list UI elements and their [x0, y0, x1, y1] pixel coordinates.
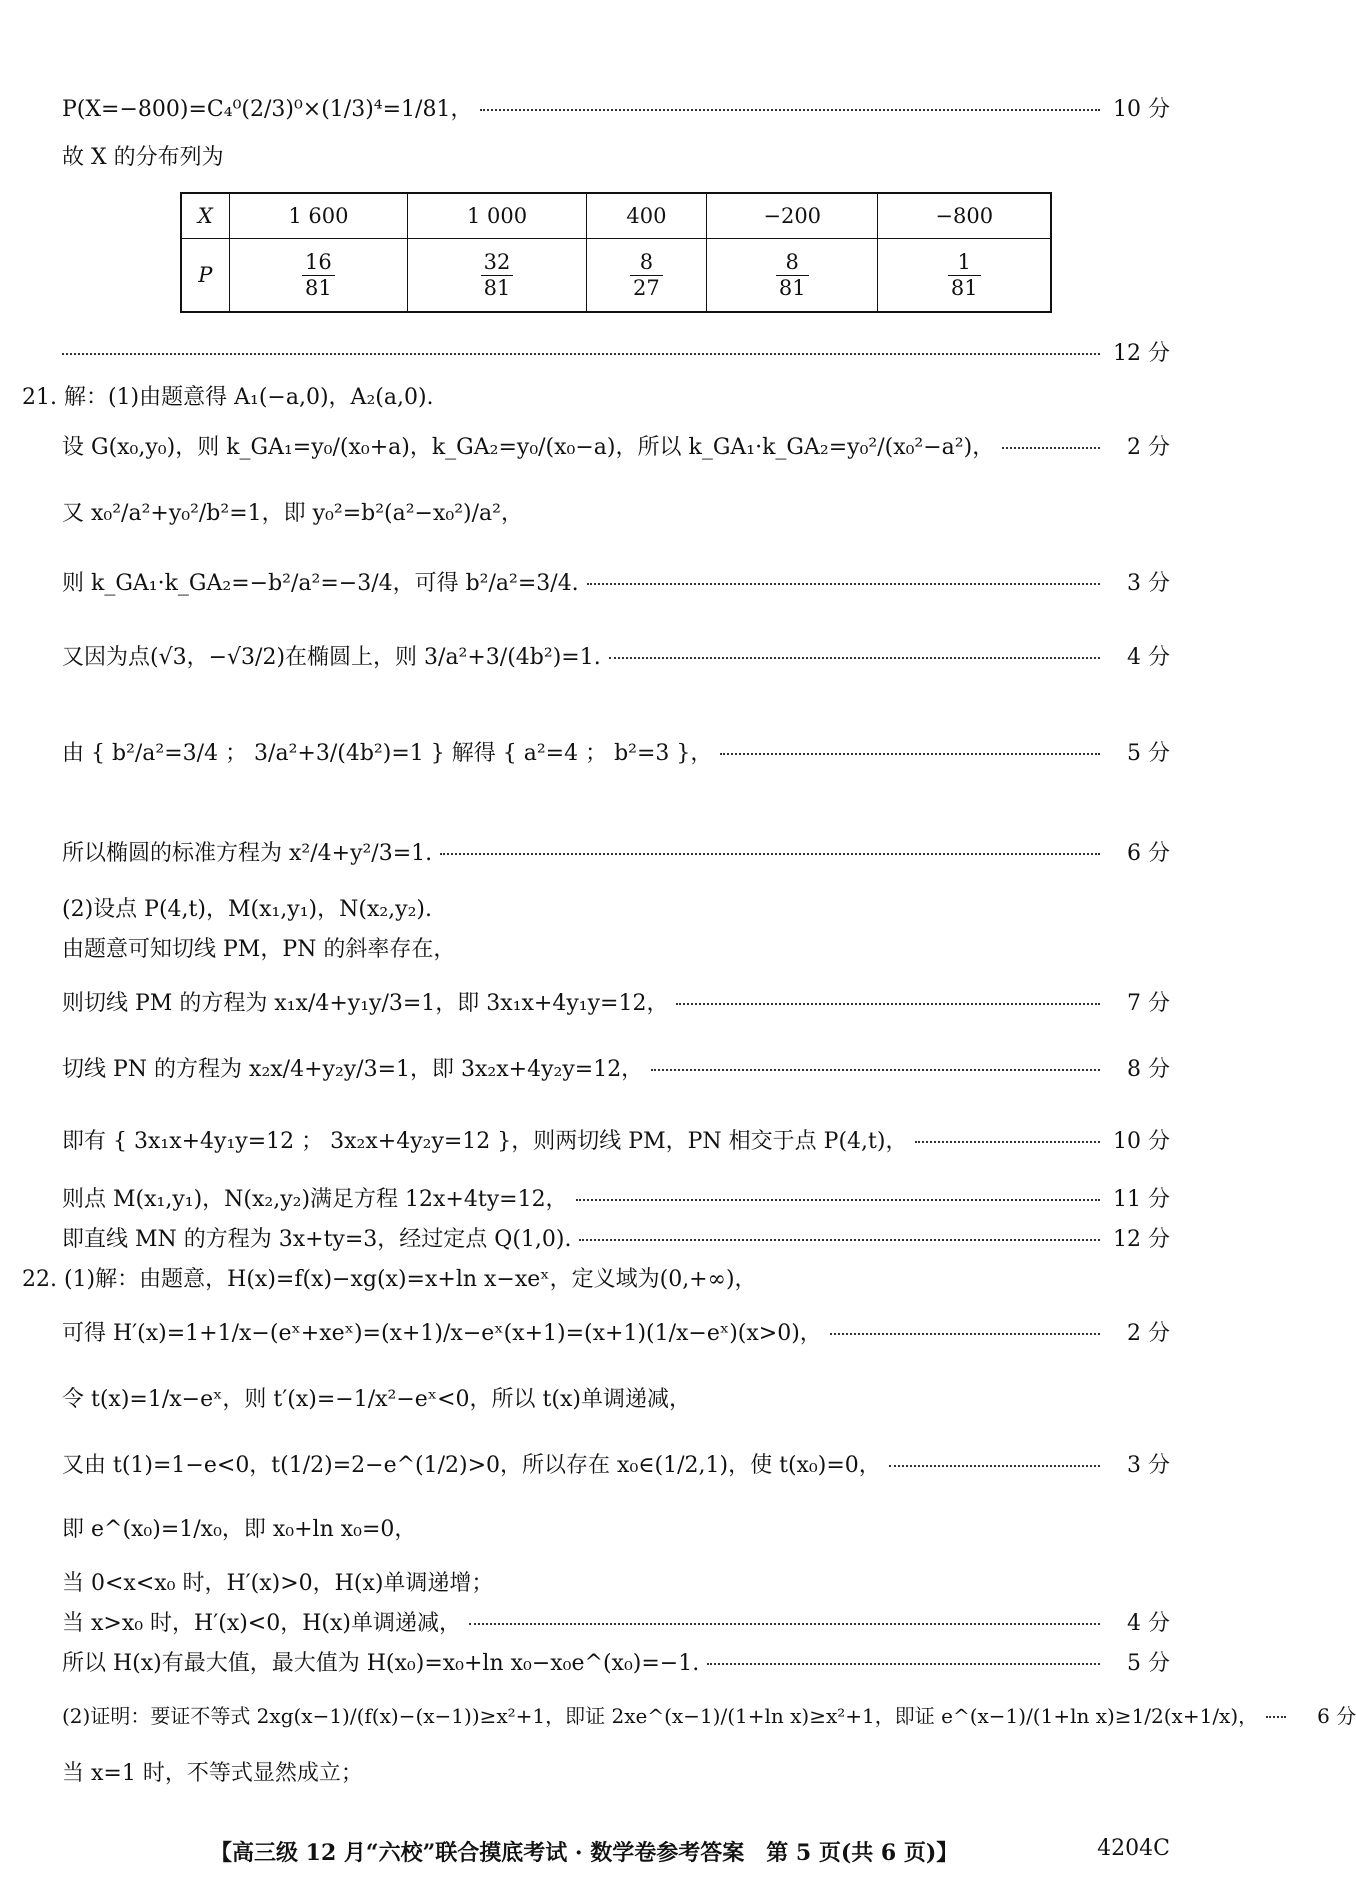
dot-leader	[676, 1003, 1100, 1005]
line-text: 由题意可知切线 PM，PN 的斜率存在，	[62, 937, 456, 962]
line-6	[62, 496, 1170, 527]
line-text: 故 X 的分布列为	[62, 145, 224, 170]
line-1	[62, 92, 1170, 123]
line-16	[62, 1182, 1170, 1213]
score-label: 5 分	[1127, 741, 1170, 766]
question-22-heading	[22, 1262, 1170, 1293]
line-text: 22. (1)解：由题意，H(x)=f(x)−xg(x)=x+ln x−xeˣ，定义域为(0,+∞)，	[22, 1267, 757, 1292]
line-13	[62, 986, 1170, 1017]
score-label: 12 分	[1113, 341, 1170, 366]
table-cell	[878, 239, 1051, 313]
dot-leader	[830, 1333, 1100, 1335]
line-2	[62, 140, 1170, 171]
footer-title: 【高三级 12 月“六校”联合摸底考试 · 数学卷参考答案 第 5 页(共 6 页)】	[210, 1840, 959, 1866]
table-cell: P	[181, 239, 229, 313]
score-label: 3 分	[1127, 571, 1170, 596]
line-10	[62, 836, 1170, 867]
table-row	[181, 239, 1051, 313]
table-cell	[229, 239, 408, 313]
dot-leader	[440, 853, 1100, 855]
fraction: $\frac{1}{81}$	[948, 250, 981, 299]
score-label: 3 分	[1127, 1453, 1170, 1478]
line-20	[62, 1382, 1170, 1413]
score-label: 6 分	[1317, 1704, 1356, 1728]
line-7	[62, 566, 1170, 597]
score-label: 5 分	[1127, 1651, 1170, 1676]
line-17	[62, 1222, 1170, 1253]
dot-leader	[707, 1663, 1100, 1665]
line-text: 则点 M(x₁,y₁)，N(x₂,y₂)满足方程 12x+4ty=12，	[62, 1187, 568, 1212]
dot-leader	[889, 1465, 1100, 1467]
line-5	[62, 430, 1170, 461]
table-cell	[706, 239, 878, 313]
dot-leader	[579, 1239, 1100, 1241]
line-21	[62, 1448, 1170, 1479]
line-text: 由 { b²/a²=3/4 ； 3/a²+3/(4b²)=1 } 解得 { a²=4 ； b²=3 }，	[62, 741, 713, 766]
line-text: 即直线 MN 的方程为 3x+ty=3，经过定点 Q(1,0).	[62, 1227, 572, 1252]
line-26	[62, 1700, 1356, 1729]
dot-leader	[915, 1141, 1100, 1143]
line-text: 当 0<x<x₀ 时，H′(x)>0，H(x)单调递增；	[62, 1571, 494, 1596]
line-text: 当 x>x₀ 时，H′(x)<0，H(x)单调递减，	[62, 1611, 461, 1636]
score-label: 11 分	[1113, 1187, 1170, 1212]
score-label: 2 分	[1127, 1321, 1170, 1346]
line-27	[62, 1756, 1170, 1787]
line-3	[62, 336, 1170, 367]
line-text: 设 G(x₀,y₀)，则 k_GA₁=y₀/(x₀+a)，k_GA₂=y₀/(x₀−a)，所以 k_GA₁·k_GA₂=y₀²/(x₀²−a²)，	[62, 435, 995, 460]
dot-leader	[576, 1199, 1100, 1201]
fraction: $\frac{16}{81}$	[302, 250, 335, 299]
table-cell: −200	[706, 193, 878, 239]
line-9	[62, 736, 1170, 767]
line-23	[62, 1566, 1170, 1597]
line-text: (2)证明：要证不等式 2xg(x−1)/(f(x)−(x−1))≥x²+1，即证 2xe^(x−1)/(1+ln x)≥x²+1，即证 e^(x−1)/(1+ln x)≥1/2(x+1/x)，	[62, 1704, 1259, 1728]
fraction: $\frac{8}{27}$	[630, 250, 663, 299]
line-14	[62, 1052, 1170, 1083]
footer-code: 4204C	[1097, 1836, 1170, 1861]
dot-leader	[62, 353, 1100, 355]
score-label: 4 分	[1127, 1611, 1170, 1636]
line-text: P(X=−800)=C₄⁰(2/3)⁰×(1/3)⁴=1/81，	[62, 97, 473, 122]
score-label: 2 分	[1127, 435, 1170, 460]
line-text: 可得 H′(x)=1+1/x−(eˣ+xeˣ)=(x+1)/x−eˣ(x+1)=(x+1)(1/x−eˣ)(x>0)，	[62, 1321, 822, 1346]
score-label: 7 分	[1127, 991, 1170, 1016]
table-header-row	[181, 193, 1051, 239]
score-label: 12 分	[1113, 1227, 1170, 1252]
dot-leader	[651, 1069, 1100, 1071]
table-cell: X	[181, 193, 229, 239]
line-24	[62, 1606, 1170, 1637]
line-text: 令 t(x)=1/x−eˣ，则 t′(x)=−1/x²−eˣ<0，所以 t(x)单调递减，	[62, 1387, 691, 1412]
line-text: 又因为点(√3，−√3/2)在椭圆上，则 3/a²+3/(4b²)=1.	[62, 645, 601, 670]
score-label: 4 分	[1127, 645, 1170, 670]
line-22	[62, 1512, 1170, 1543]
line-text: (2)设点 P(4,t)，M(x₁,y₁)，N(x₂,y₂).	[62, 897, 432, 922]
score-label: 10 分	[1113, 97, 1170, 122]
line-text: 切线 PN 的方程为 x₂x/4+y₂y/3=1，即 3x₂x+4y₂y=12，	[62, 1057, 644, 1082]
dot-leader	[1266, 1716, 1286, 1718]
dot-leader	[1002, 447, 1100, 449]
line-8	[62, 640, 1170, 671]
line-text: 即有 { 3x₁x+4y₁y=12 ； 3x₂x+4y₂y=12 }，则两切线 PM，PN 相交于点 P(4,t)，	[62, 1129, 908, 1154]
fraction: $\frac{32}{81}$	[481, 250, 514, 299]
line-text: 即 e^(x₀)=1/x₀，即 x₀+ln x₀=0，	[62, 1517, 417, 1542]
table-cell	[408, 239, 587, 313]
table-cell: 1 600	[229, 193, 408, 239]
dot-leader	[469, 1623, 1100, 1625]
line-text: 所以椭圆的标准方程为 x²/4+y²/3=1.	[62, 841, 433, 866]
table-cell	[586, 239, 706, 313]
score-label: 6 分	[1127, 841, 1170, 866]
dot-leader	[480, 109, 1100, 111]
line-text: 则切线 PM 的方程为 x₁x/4+y₁y/3=1，即 3x₁x+4y₁y=12，	[62, 991, 669, 1016]
line-19	[62, 1316, 1170, 1347]
line-15	[62, 1124, 1170, 1155]
distribution-table	[180, 192, 1052, 313]
question-21-heading	[22, 380, 1170, 411]
dot-leader	[587, 583, 1100, 585]
line-text: 又 x₀²/a²+y₀²/b²=1，即 y₀²=b²(a²−x₀²)/a²，	[62, 501, 523, 526]
table-cell: 1 000	[408, 193, 587, 239]
line-12	[62, 932, 1170, 963]
table-cell: 400	[586, 193, 706, 239]
table-cell: −800	[878, 193, 1051, 239]
line-25	[62, 1646, 1170, 1677]
score-label: 10 分	[1113, 1129, 1170, 1154]
line-text: 又由 t(1)=1−e<0，t(1/2)=2−e^(1/2)>0，所以存在 x₀∈(1/2,1)，使 t(x₀)=0，	[62, 1453, 881, 1478]
line-text: 21. 解：(1)由题意得 A₁(−a,0)，A₂(a,0).	[22, 385, 434, 410]
fraction: $\frac{8}{81}$	[776, 250, 809, 299]
line-11	[62, 892, 1170, 923]
score-label: 8 分	[1127, 1057, 1170, 1082]
dot-leader	[720, 753, 1100, 755]
line-text: 则 k_GA₁·k_GA₂=−b²/a²=−3/4，可得 b²/a²=3/4.	[62, 571, 579, 596]
line-text: 当 x=1 时，不等式显然成立；	[62, 1761, 363, 1786]
line-text: 所以 H(x)有最大值，最大值为 H(x₀)=x₀+ln x₀−x₀e^(x₀)=−1.	[62, 1651, 700, 1676]
dot-leader	[609, 657, 1100, 659]
